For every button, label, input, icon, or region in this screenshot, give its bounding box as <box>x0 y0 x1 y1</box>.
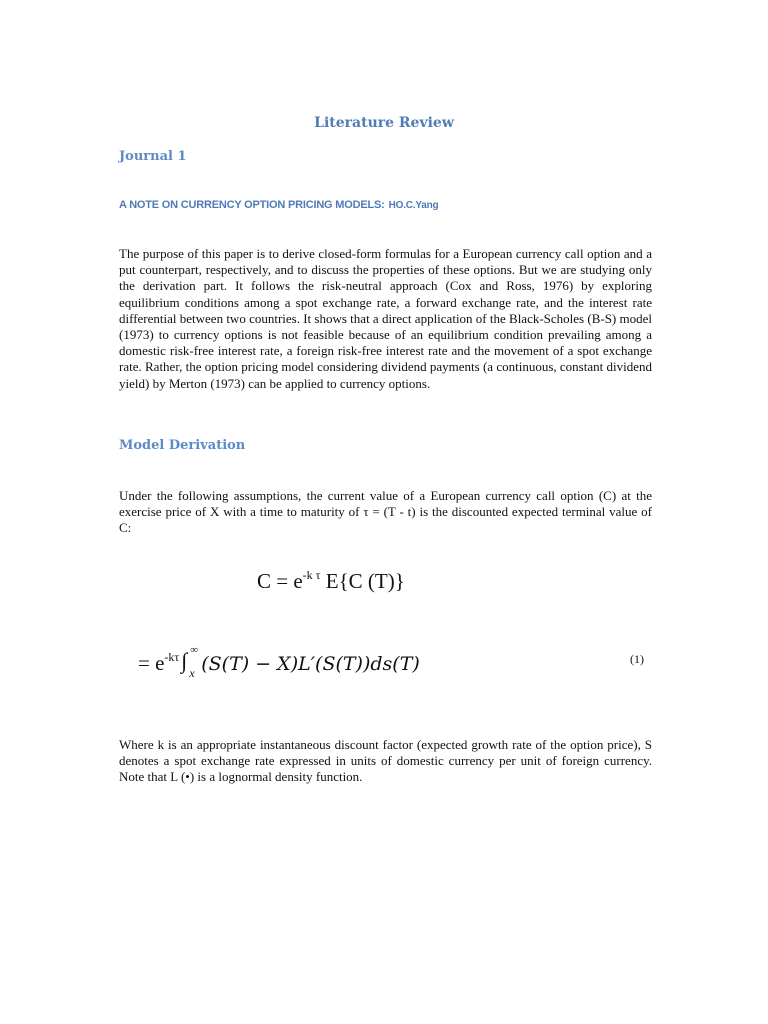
paper-title <box>119 199 438 211</box>
equation-prefix: = e <box>138 651 165 675</box>
integrand: (S(T) − X)L′(S(T))ds(T) <box>201 653 420 675</box>
equation-integral <box>138 644 420 680</box>
paragraph-definitions: Where k is an appropriate instantaneous discount factor (expected growth rate of the option price), S denotes a spot exchange rate expressed in units of domestic currency per unit of foreign currency. Note that L (•) is a lognormal density function. <box>119 737 652 785</box>
equation-lhs: C = e <box>257 569 303 593</box>
page-title: Literature Review <box>314 115 454 131</box>
paragraph-assumptions: Under the following assumptions, the current value of a European currency call option (C) at the exercise price of X with a time to maturity of τ = (T - t) is the discounted expected terminal value of C: <box>119 488 652 536</box>
equation-exponent: -k τ <box>302 568 321 582</box>
section-heading-model-derivation: Model Derivation <box>119 438 246 453</box>
paper-author: HO.C.Yang <box>388 200 439 211</box>
integral-upper-limit: ∞ <box>190 644 199 656</box>
equation-rhs: E{C (T)} <box>320 569 405 593</box>
section-heading-journal: Journal 1 <box>119 149 187 164</box>
equation-call-value <box>257 568 405 594</box>
paragraph-purpose: The purpose of this paper is to derive closed-form formulas for a European currency call option and a put counterpart, respectively, and to discuss the properties of these options. But we are studying only the derivation part. It follows the risk-neutral approach (Cox and Ross, 1976) by exploring equilibrium conditions among a spot exchange rate, a forward exchange rate, and the interest rate differential between two countries. It shows that a direct application of the Black-Scholes (B-S) model (1973) to currency options is not feasible because of an equilibrium condition prevailing among a domestic risk-free interest rate, a foreign risk-free interest rate and the movement of a spot exchange rate. Rather, the option pricing model considering dividend payments (a continuous, constant dividend yield) by Merton (1973) can be applied to currency options. <box>119 246 652 391</box>
equation-number: (1) <box>630 652 644 666</box>
integral-lower-limit: x <box>189 666 195 680</box>
equation-exponent: -kτ <box>164 650 180 664</box>
paper-title-text: A NOTE ON CURRENCY OPTION PRICING MODELS: <box>119 199 385 211</box>
integral-sign: ∫ ∞ x <box>181 644 199 680</box>
